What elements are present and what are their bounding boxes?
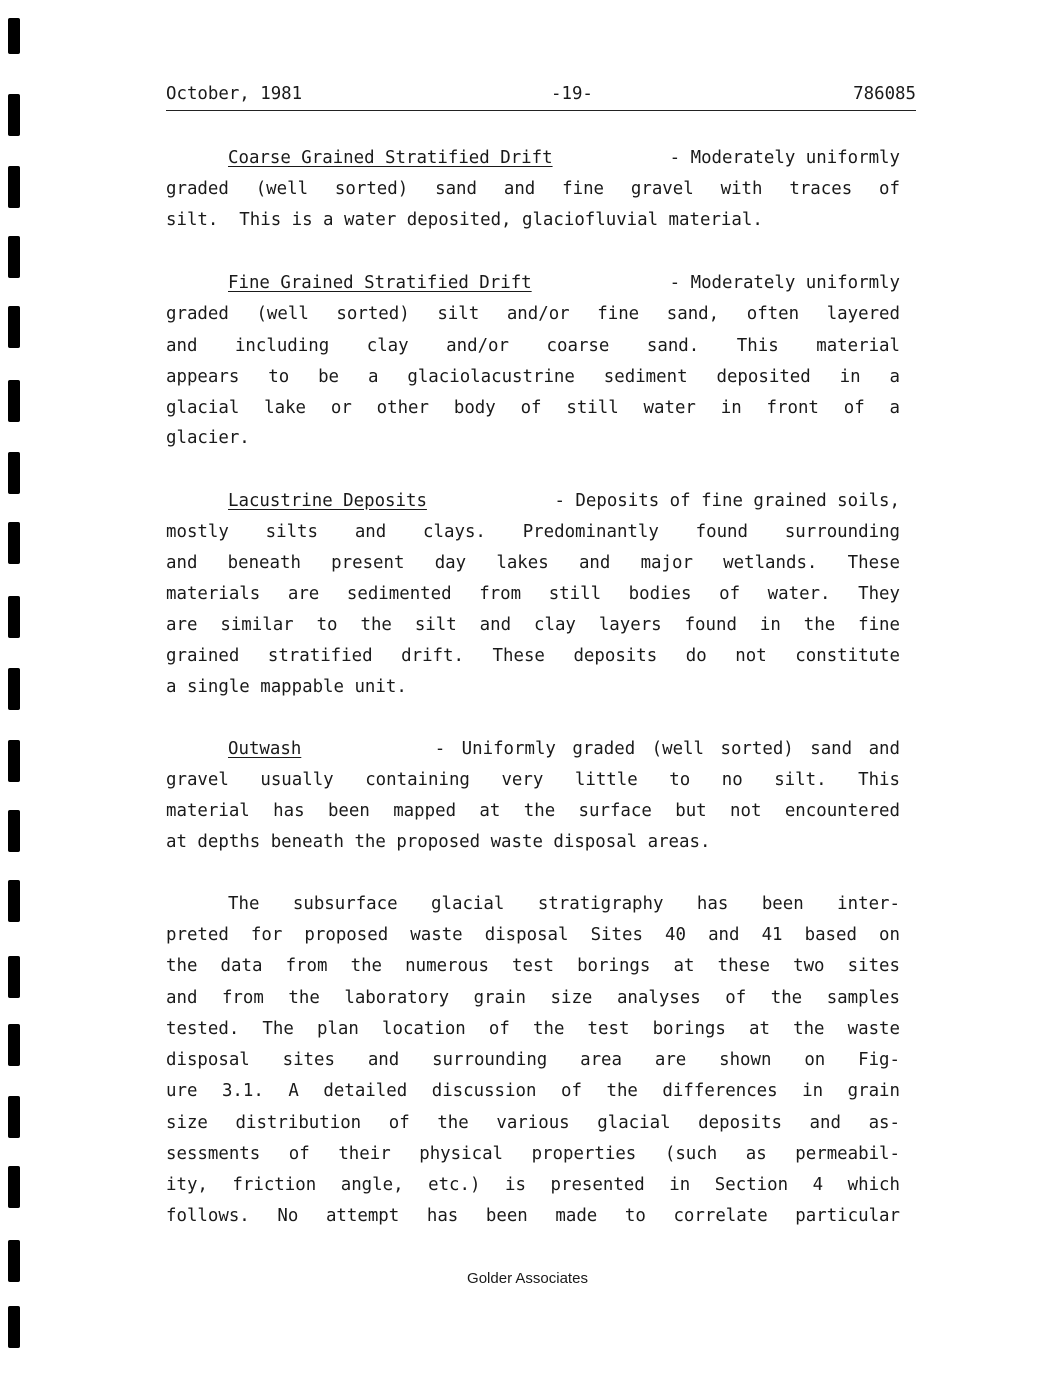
paragraph-line: glacial lake or other body of still water in front of a	[166, 398, 900, 418]
paragraph-line: tested. The plan location of the test borings at the waste	[166, 1019, 900, 1039]
paragraph-line: and including clay and/or coarse sand. This material	[166, 336, 900, 356]
paragraph-line: The subsurface glacial stratigraphy has been inter-	[228, 894, 900, 914]
paragraph-line: at depths beneath the proposed waste disposal areas.	[166, 832, 711, 852]
line-text: - Uniformly graded (well sorted) sand and	[418, 739, 900, 759]
paragraph-line: preted for proposed waste disposal Sites 40 and 41 based on	[166, 925, 900, 945]
paragraph-line: disposal sites and surrounding area are shown on Fig-	[166, 1050, 900, 1070]
paragraph-line: gravel usually containing very little to no silt. This	[166, 770, 900, 790]
binder-mark	[8, 166, 20, 208]
line-text: - Deposits of fine grained soils,	[544, 491, 900, 511]
paragraph-line	[166, 488, 900, 514]
binder-mark	[8, 452, 20, 494]
binder-mark	[8, 596, 20, 638]
binder-mark	[8, 668, 20, 710]
paragraph-line: graded (well sorted) sand and fine gravel with traces of	[166, 179, 900, 199]
paragraph-line: mostly silts and clays. Predominantly found surrounding	[166, 522, 900, 542]
page-number: -19-	[551, 84, 593, 104]
paragraph-line: sessments of their physical properties (such as permeabil-	[166, 1144, 900, 1164]
binder-mark	[8, 522, 20, 564]
binder-mark	[8, 236, 20, 278]
paragraph-line	[166, 145, 900, 171]
binder-mark	[8, 1306, 20, 1348]
paragraph-line: are similar to the silt and clay layers found in the fine	[166, 615, 900, 635]
document-code: 786085	[853, 84, 916, 104]
paragraph-line: material has been mapped at the surface but not encountered	[166, 801, 900, 821]
binder-mark	[8, 94, 20, 136]
page-header	[166, 84, 916, 111]
paragraph-line: and beneath present day lakes and major wetlands. These	[166, 553, 900, 573]
paragraph-line	[166, 736, 900, 762]
term-lacustrine-deposits: Lacustrine Deposits	[228, 491, 427, 511]
paragraph-line: glacier.	[166, 428, 250, 448]
paragraph-line: ity, friction angle, etc.) is presented in Section 4 which	[166, 1175, 900, 1195]
line-text: - Moderately uniformly	[659, 273, 900, 293]
binder-mark	[8, 810, 20, 852]
paragraph-line: appears to be a glaciolacustrine sediment deposited in a	[166, 367, 900, 387]
binder-mark	[8, 1166, 20, 1208]
footer-company: Golder Associates	[467, 1270, 588, 1287]
term-coarse-grained-stratified-drift: Coarse Grained Stratified Drift	[228, 148, 553, 168]
line-text: - Moderately uniformly	[659, 148, 900, 168]
binder-mark	[8, 1024, 20, 1066]
paragraph-line: grained stratified drift. These deposits do not constitute	[166, 646, 900, 666]
paragraph-line: silt. This is a water deposited, glaciofluvial material.	[166, 210, 763, 230]
binder-mark	[8, 956, 20, 998]
binder-mark	[8, 740, 20, 782]
binder-mark	[8, 1096, 20, 1138]
binder-mark	[8, 18, 20, 54]
paragraph-line: follows. No attempt has been made to correlate particular	[166, 1206, 900, 1226]
paragraph-line: size distribution of the various glacial deposits and as-	[166, 1113, 900, 1133]
paragraph-line	[166, 270, 900, 296]
paragraph-line: graded (well sorted) silt and/or fine sand, often layered	[166, 304, 900, 324]
paragraph-line: materials are sedimented from still bodies of water. They	[166, 584, 900, 604]
term-outwash: Outwash	[228, 739, 302, 759]
paragraph-line: the data from the numerous test borings at these two sites	[166, 956, 900, 976]
binder-mark	[8, 380, 20, 422]
paragraph-line: a single mappable unit.	[166, 677, 407, 697]
paragraph-line: and from the laboratory grain size analyses of the samples	[166, 988, 900, 1008]
term-fine-grained-stratified-drift: Fine Grained Stratified Drift	[228, 273, 532, 293]
binder-mark	[8, 306, 20, 348]
binder-mark	[8, 880, 20, 922]
header-date: October, 1981	[166, 84, 303, 104]
paragraph-line: ure 3.1. A detailed discussion of the differences in grain	[166, 1081, 900, 1101]
